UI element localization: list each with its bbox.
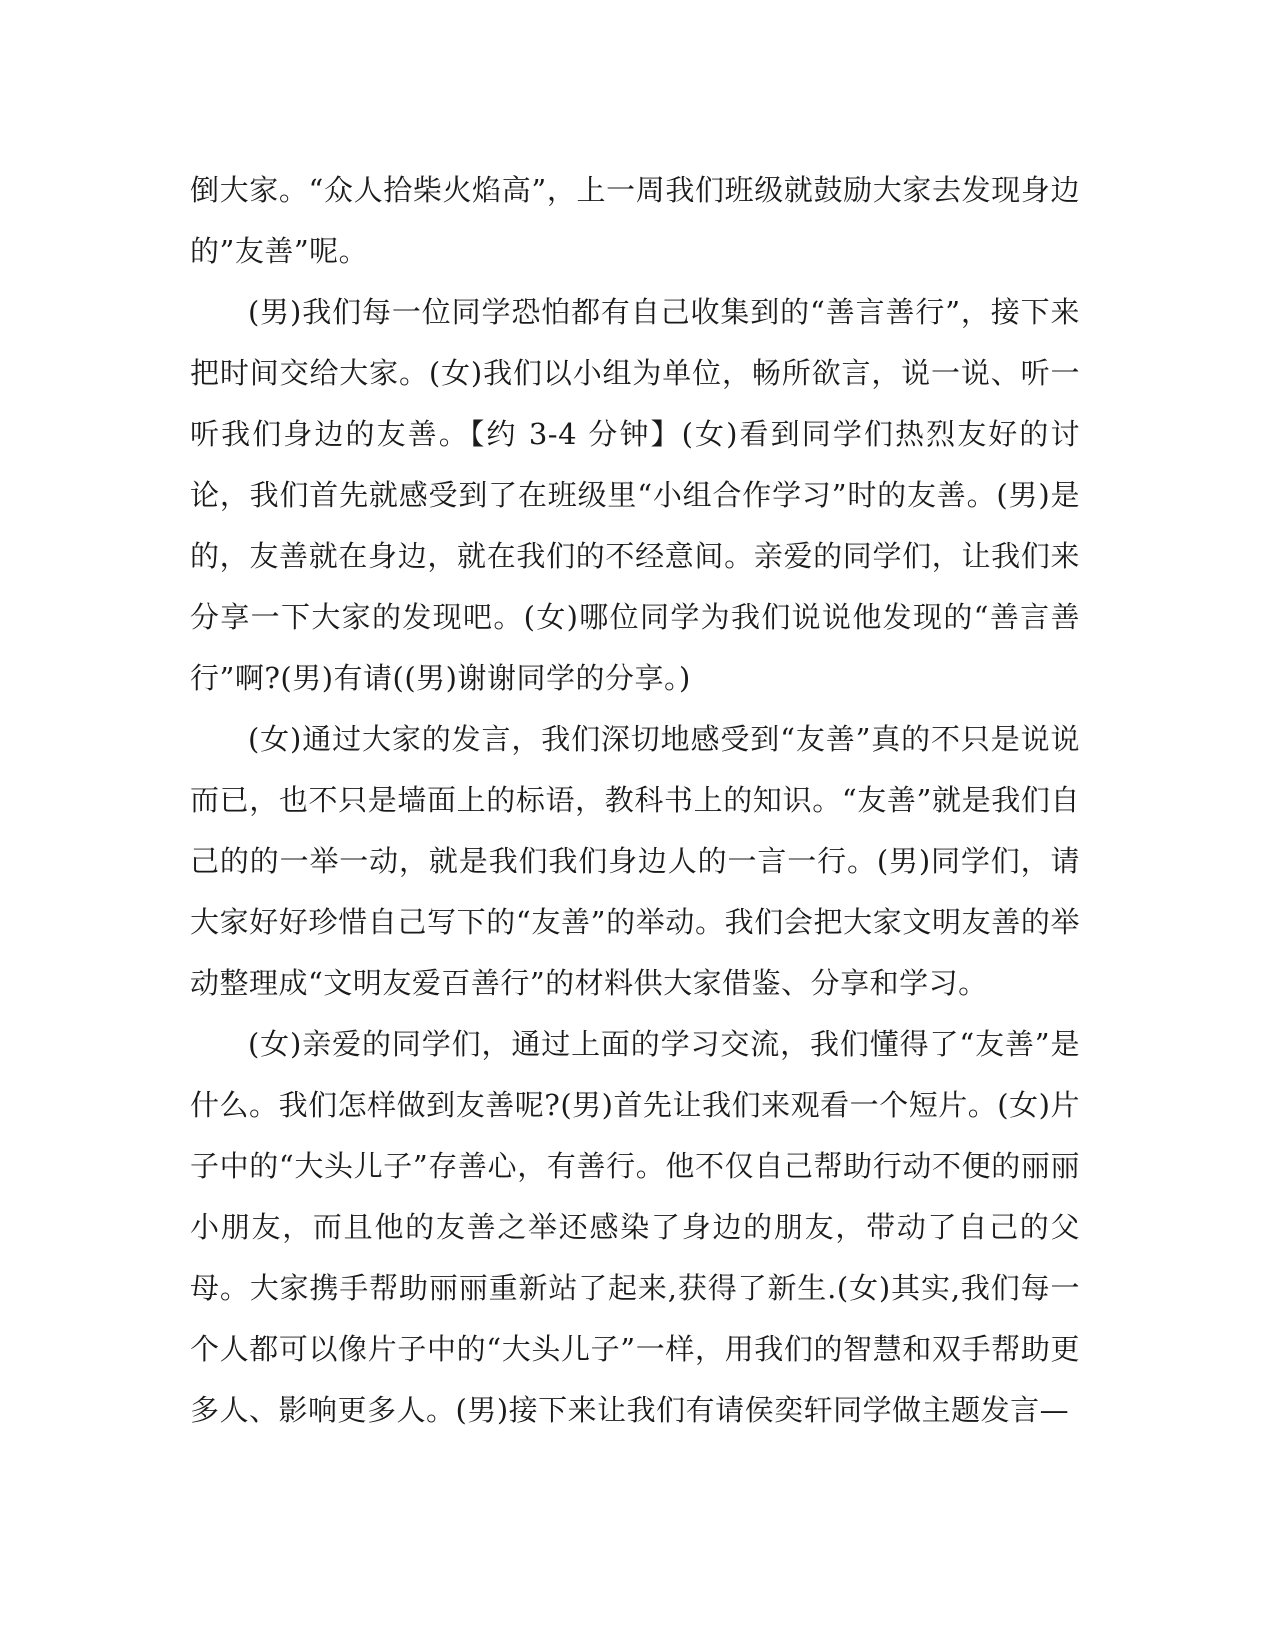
document-body xyxy=(190,160,1080,1441)
paragraph-3: (女)通过大家的发言，我们深切地感受到“友善”真的不只是说说而已，也不只是墙面上的标语，教科书上的知识。“友善”就是我们自己的的一举一动，就是我们我们身边人的一言一行。(男)同学们，请大家好好珍惜自己写下的“友善”的举动。我们会把大家文明友善的举动整理成“文明友爱百善行”的材料供大家借鉴、分享和学习。 xyxy=(190,722,1080,1000)
paragraph-4: (女)亲爱的同学们，通过上面的学习交流，我们懂得了“友善”是什么。我们怎样做到友善呢?(男)首先让我们来观看一个短片。(女)片子中的“大头儿子”存善心，有善行。他不仅自己帮助行动不便的丽丽小朋友，而且他的友善之举还感染了身边的朋友，带动了自己的父母。大家携手帮助丽丽重新站了起来,获得了新生.(女)其实,我们每一个人都可以像片子中的“大头儿子”一样，用我们的智慧和双手帮助更多人、影响更多人。(男)接下来让我们有请侯奕轩同学做主题发言— xyxy=(190,1027,1080,1427)
paragraph-1: 倒大家。“众人拾柴火焰高”，上一周我们班级就鼓励大家去发现身边的”友善”呢。 xyxy=(190,173,1080,268)
paragraph-2: (男)我们每一位同学恐怕都有自己收集到的“善言善行”，接下来把时间交给大家。(女)我们以小组为单位，畅所欲言，说一说、听一听我们身边的友善。【约 3-4 分钟】(女)看到同学们热烈友好的讨论，我们首先就感受到了在班级里“小组合作学习”时的友善。(男)是的，友善就在身边，就在我们的不经意间。亲爱的同学们，让我们来分享一下大家的发现吧。(女)哪位同学为我们说说他发现的“善言善行”啊?(男)有请((男)谢谢同学的分享。) xyxy=(190,295,1080,695)
